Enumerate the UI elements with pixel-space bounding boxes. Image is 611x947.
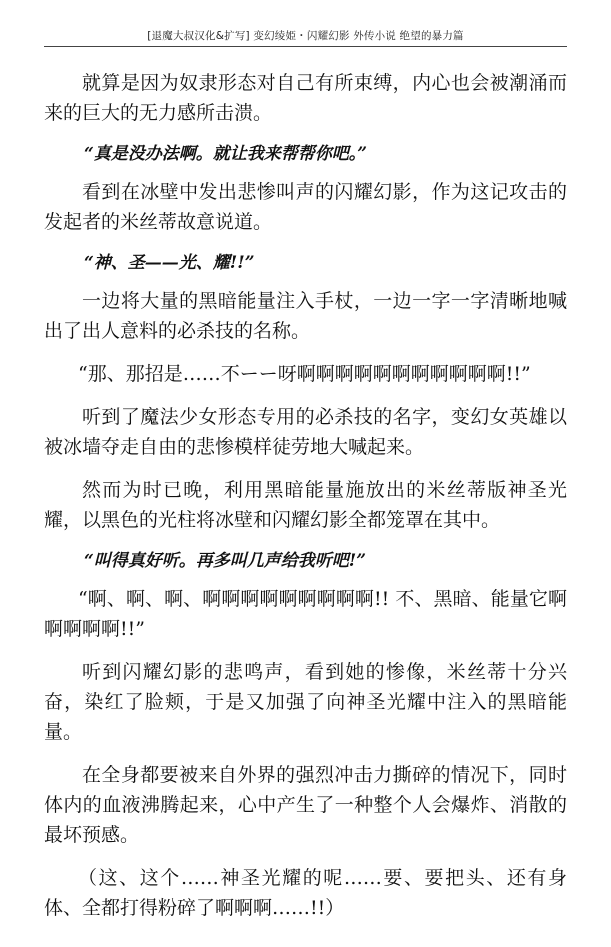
- paragraph: 看到在冰壁中发出悲惨叫声的闪耀幻影，作为这记攻击的发起者的米丝蒂故意说道。: [44, 181, 567, 233]
- dialog-line: “叫得真好听。再多叫几声给我听吧!”: [84, 551, 367, 571]
- quote-line: （这、这个……神圣光耀的呢……要、要把头、还有身体、全都打得粉碎了啊啊啊……!!）: [44, 867, 567, 919]
- paragraph: 一边将大量的黑暗能量注入手杖，一边一字一字清晰地喊出了出人意料的必杀技的名称。: [44, 290, 567, 342]
- dialog-line: “神、圣——光、耀!!”: [84, 253, 255, 273]
- quote-line: “啊、啊、啊、啊啊啊啊啊啊啊啊啊!! 不、黑暗、能量它啊啊啊啊啊!!”: [44, 588, 567, 640]
- dialog-line: “真是没办法啊。就让我来帮帮你吧。”: [84, 144, 368, 164]
- page-body: [44, 68, 567, 936]
- paragraph: 听到闪耀幻影的悲鸣声，看到她的惨像，米丝蒂十分兴奋，染红了脸颊，于是又加强了向神圣光耀中注入的黑暗能量。: [44, 661, 567, 743]
- quote-line: “那、那招是……不ーー呀啊啊啊啊啊啊啊啊啊啊啊!!”: [78, 363, 531, 385]
- paragraph: 在全身都要被来自外界的强烈冲击力撕碎的情况下，同时体内的血液沸腾起来，心中产生了一种整个人会爆炸、消散的最坏预感。: [44, 764, 567, 846]
- paragraph: 就算是因为奴隶形态对自己有所束缚，内心也会被潮涌而来的巨大的无力感所击溃。: [44, 72, 567, 124]
- paragraph: 然而为时已晚，利用黑暗能量施放出的米丝蒂版神圣光耀，以黑色的光柱将冰壁和闪耀幻影全都笼罩在其中。: [44, 479, 567, 531]
- header-divider: [44, 46, 567, 47]
- paragraph: 听到了魔法少女形态专用的必杀技的名字，变幻女英雄以被冰墙夺走自由的悲惨模样徒劳地大喊起来。: [44, 406, 567, 458]
- running-header: [退魔大叔汉化&扩写] 变幻绫姫・闪耀幻影 外传小说 绝望的暴力篇: [147, 30, 464, 42]
